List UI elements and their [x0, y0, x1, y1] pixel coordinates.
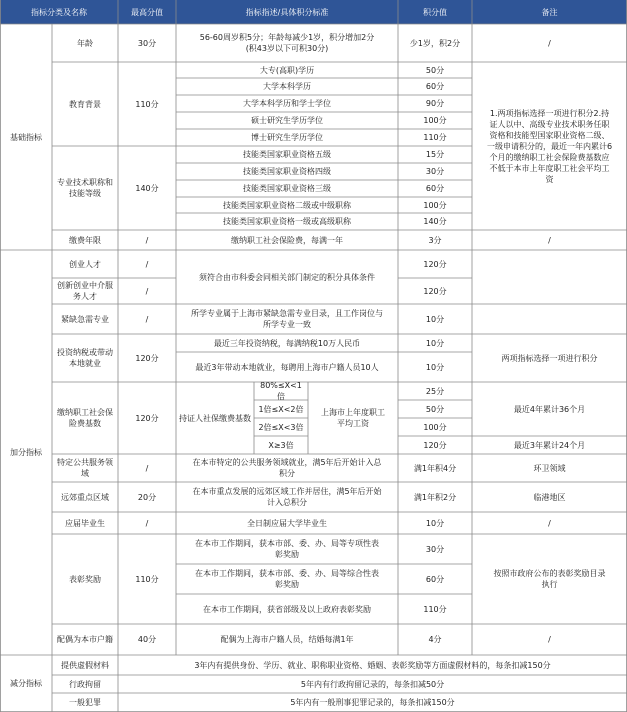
- social-score: 100分: [423, 422, 447, 432]
- pay-years-name: 缴费年限: [69, 235, 101, 245]
- public-service-desc: 在本市特定的公共服务领域就业，满5年后开始计入总积分: [192, 458, 382, 478]
- graduate-name: 应届毕业生: [65, 518, 105, 528]
- crime-name: 一般犯罪: [69, 698, 101, 707]
- section-basic: 基础指标: [10, 132, 42, 142]
- pay-years-score: 3分: [428, 235, 442, 245]
- public-service-max: /: [145, 463, 149, 473]
- social-remark-b: 最近3年累计24个月: [513, 440, 586, 450]
- invest-item-desc: 最近三年投资纳税，每满纳税10万人民币: [213, 338, 361, 348]
- urgent-score: 10分: [425, 314, 445, 324]
- award-remark: 按照市政府公布的表彰奖励目录执行: [493, 569, 606, 589]
- spouse-desc: 配偶为上海市户籍人员，结婚每满1年: [220, 635, 354, 644]
- award-item-desc: 在本市工作期间，获省部级及以上政府表彰奖励: [203, 604, 371, 614]
- urgent-name: 紧缺急需专业: [61, 314, 109, 324]
- social-remark-a: 最近4年累计36个月: [513, 404, 586, 414]
- age-desc: 56-60周岁积5分；年龄每减少1岁，积分增加2分(积43岁以下可积30分): [199, 33, 375, 53]
- social-basis: 上海市上年度职工平均工资: [321, 408, 385, 428]
- skill-item-score: 100分: [423, 200, 447, 210]
- detention-desc: 5年内有行政拘留记录的，每条扣减50分: [300, 679, 445, 689]
- pay-years-remark: /: [548, 235, 551, 245]
- skill-item-score: 140分: [423, 217, 447, 226]
- fraud-desc: 3年内有提供身份、学历、就业、职称职业资格、婚姻、表彰奖励等方面虚假材料的，每条扣减150分: [194, 660, 551, 670]
- age-name: 年龄: [77, 38, 93, 48]
- skill-name: 专业技术职称和技能等级: [57, 178, 113, 198]
- social-max: 120分: [135, 413, 159, 423]
- skill-item-score: 15分: [425, 150, 445, 159]
- award-item-score: 60分: [425, 574, 445, 584]
- skill-item-desc: 技能类国家职业资格二级或中级职称: [223, 200, 351, 210]
- agency-score: 120分: [423, 286, 447, 296]
- edu-item-desc: 大学本科学历和学士学位: [243, 99, 331, 108]
- edu-name: 教育背景: [69, 99, 101, 109]
- social-ratio: 2倍≤X<3倍: [258, 422, 304, 432]
- remote-remark: 临港地区: [533, 492, 566, 502]
- award-max: 110分: [135, 574, 159, 584]
- invest-item-desc: 最近3年带动本地就业，每聘用上海市户籍人员10人: [195, 362, 379, 372]
- social-ratio: X≥3倍: [268, 440, 294, 450]
- remote-name: 远郊重点区域: [61, 492, 109, 502]
- social-score: 120分: [423, 440, 447, 450]
- header-category: 指标分类及名称: [31, 7, 87, 17]
- skill-item-score: 30分: [425, 167, 445, 176]
- invest-name: 投资纳税或带动本地就业: [57, 348, 113, 368]
- public-service-name: 特定公共服务领域: [57, 458, 113, 478]
- startup-score: 120分: [423, 259, 447, 269]
- invest-remark: 两项指标选择一项进行积分: [501, 353, 598, 363]
- skill-item-score: 60分: [425, 184, 445, 193]
- urgent-desc: 所学专业属于上海市紧缺急需专业目录，且工作岗位与所学专业一致: [191, 309, 383, 329]
- edu-item-desc: 大学本科学历: [263, 82, 311, 91]
- crime-desc: 5年内有一般刑事犯罪记录的，每条扣减150分: [290, 698, 455, 707]
- edu-item-desc: 硕士研究生学历学位: [251, 116, 323, 125]
- agency-max: /: [145, 286, 149, 296]
- header-score: 积分值: [423, 7, 447, 17]
- invest-item-score: 10分: [425, 362, 445, 372]
- age-max: 30分: [137, 38, 157, 48]
- header-standard: 指标指述/具体积分标准: [245, 7, 329, 17]
- section-deduct: 减分指标: [10, 679, 42, 688]
- fraud-name: 提供虚假材料: [61, 660, 109, 670]
- edu-item-score: 50分: [425, 65, 445, 75]
- age-remark: /: [548, 38, 551, 48]
- edu-item-score: 110分: [423, 133, 447, 142]
- section-bonus: 加分指标: [10, 448, 42, 457]
- spouse-max: 40分: [137, 635, 157, 644]
- spouse-score: 4分: [428, 635, 442, 644]
- social-ratio: 80%≤X<1倍: [260, 382, 302, 400]
- public-service-score: 满1年积4分: [413, 463, 457, 473]
- social-name: 缴纳职工社会保险费基数: [57, 408, 113, 428]
- startup-max: /: [145, 259, 149, 269]
- skill-item-desc: 技能类国家职业资格五级: [243, 150, 331, 159]
- skill-max: 140分: [135, 183, 159, 193]
- startup-desc: 须符合由市科委会同相关部门制定的积分具体条件: [199, 272, 375, 282]
- spouse-remark: /: [548, 635, 551, 644]
- edu-skill-remark: 1.两项指标选择一项进行积分2.持证人以中、高级专业技术职务任职资格和技能型国家职业资格二级、一级申请积分的，最近一年内累计6个月的缴纳职工社会保险费基数应不低于本市上年度职工社会平均工资: [486, 108, 613, 184]
- agency-name: 创新创业中介服务人才: [57, 281, 113, 301]
- startup-name: 创业人才: [69, 259, 101, 269]
- invest-item-score: 10分: [425, 338, 445, 348]
- award-item-score: 110分: [423, 604, 447, 614]
- skill-item-desc: 技能类国家职业资格一级或高级职称: [223, 217, 351, 226]
- graduate-remark: /: [548, 518, 551, 528]
- pay-years-max: /: [145, 235, 149, 245]
- detention-name: 行政拘留: [69, 679, 101, 689]
- award-item-score: 30分: [425, 544, 445, 554]
- social-holder: 持证人社保缴费基数: [179, 413, 251, 423]
- social-score: 50分: [425, 404, 445, 414]
- skill-item-desc: 技能类国家职业资格四级: [243, 167, 331, 176]
- edu-item-desc: 大专(高职)学历: [259, 65, 315, 75]
- graduate-score: 10分: [425, 518, 445, 528]
- skill-item-desc: 技能类国家职业资格三级: [243, 184, 331, 193]
- award-name: 表彰奖励: [69, 574, 101, 584]
- edu-item-desc: 博士研究生学历学位: [251, 133, 323, 142]
- edu-item-score: 90分: [425, 99, 445, 108]
- edu-item-score: 100分: [423, 116, 447, 125]
- urgent-max: /: [145, 314, 149, 324]
- age-score: 少1岁，积2分: [409, 38, 461, 48]
- award-item-desc: 在本市工作期间，获本市部、委、办、局等综合性表彰奖励: [195, 569, 379, 589]
- social-ratio: 1倍≤X<2倍: [258, 404, 304, 414]
- spouse-name: 配偶为本市户籍: [57, 635, 113, 644]
- award-item-desc: 在本市工作期间，获本市部、委、办、局等专项性表彰奖励: [195, 539, 379, 559]
- header-max-score: 最高分值: [131, 7, 163, 17]
- remote-desc: 在本市重点发展的远郊区域工作并居住，满5年后开始计入总积分: [192, 487, 382, 507]
- remote-score: 满1年积2分: [413, 492, 457, 502]
- public-service-remark: 环卫领域: [533, 463, 566, 473]
- edu-item-score: 60分: [425, 82, 445, 91]
- header-remarks: 备注: [541, 7, 558, 17]
- graduate-desc: 全日制应届大学毕业生: [247, 518, 327, 528]
- graduate-max: /: [145, 518, 149, 528]
- edu-max: 110分: [135, 99, 159, 109]
- social-score: 25分: [425, 386, 445, 396]
- invest-max: 120分: [135, 353, 159, 363]
- remote-max: 20分: [137, 492, 157, 502]
- pay-years-desc: 缴纳职工社会保险费，每满一年: [231, 235, 343, 245]
